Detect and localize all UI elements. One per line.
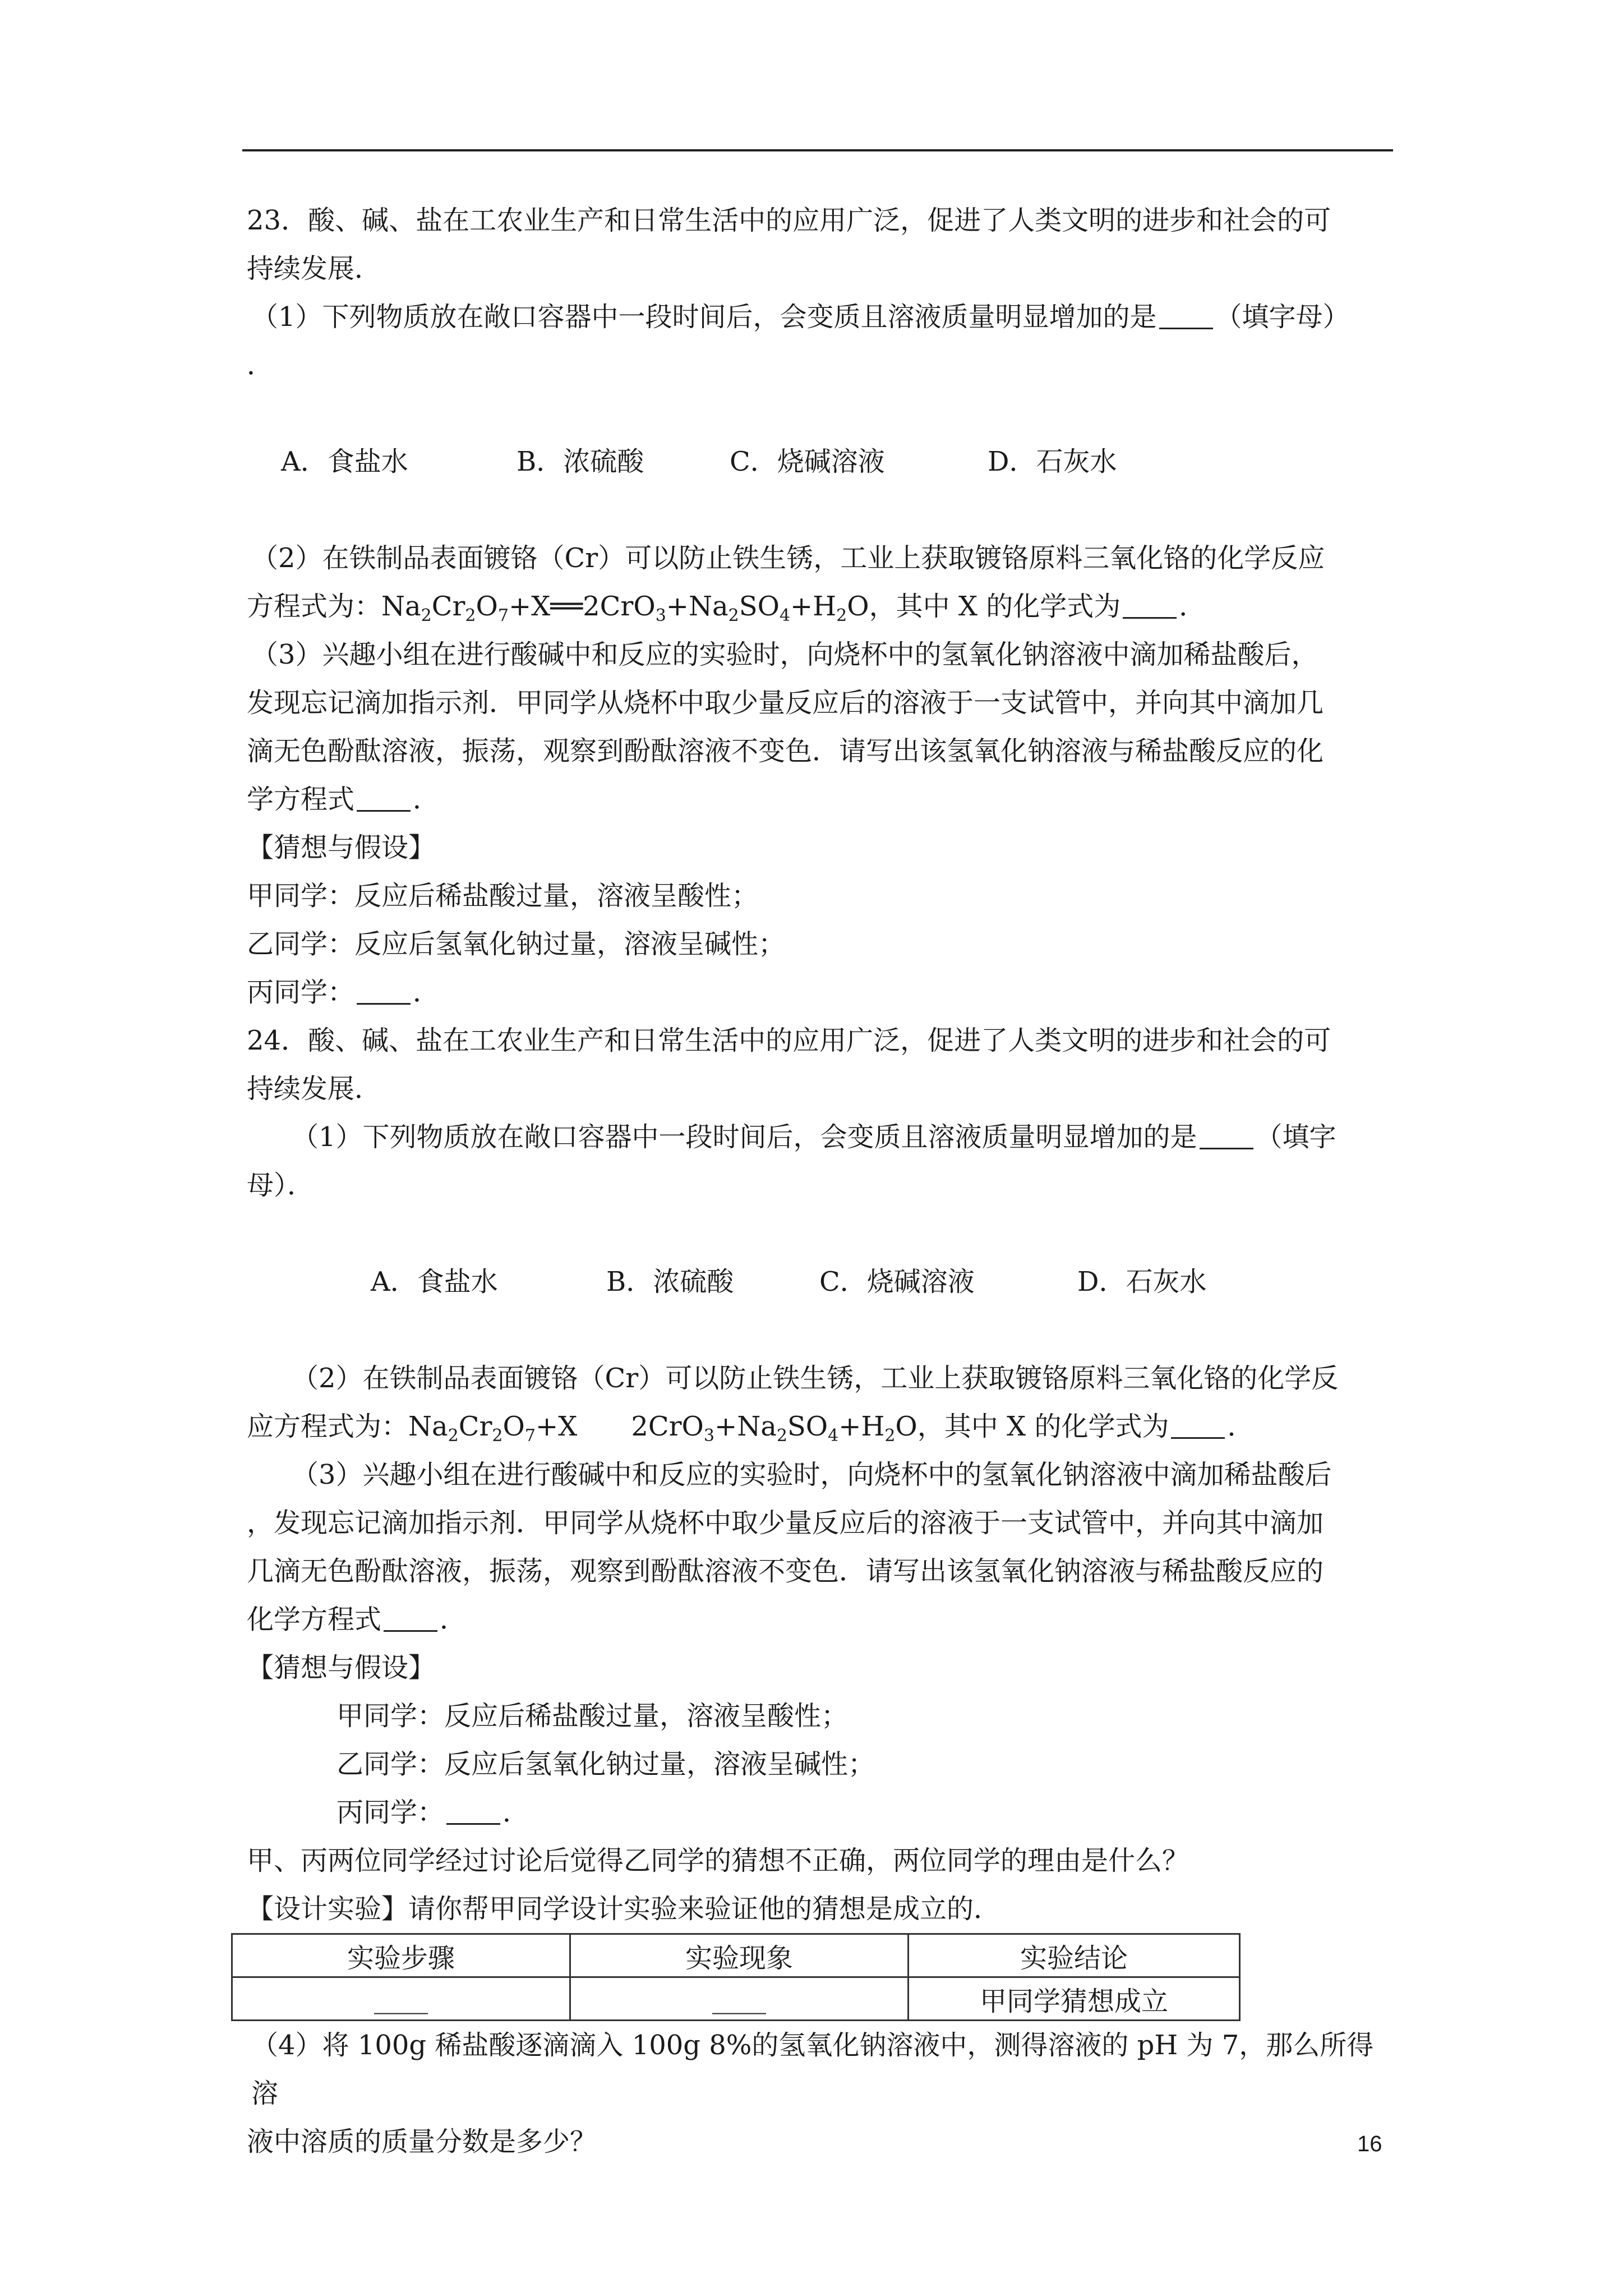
q24-part3-line1: （3）兴趣小组在进行酸碱中和反应的实验时，向烧杯中的氢氧化钠溶液中滴加稀盐酸后 xyxy=(292,1459,1332,1490)
q24-part2-line1: （2）在铁制品表面镀铬（Cr）可以防止铁生锈，工业上获取镀铬原料三氧化铬的化学反 xyxy=(292,1363,1339,1394)
answer-blank xyxy=(357,783,411,812)
answer-blank xyxy=(1200,1121,1253,1149)
q24-option-a: A．食盐水 xyxy=(371,1266,498,1297)
table-cell: 甲同学猜想成立 xyxy=(909,1977,1240,2021)
table-row xyxy=(232,1977,1240,2021)
q24-option-c: C．烧碱溶液 xyxy=(819,1266,975,1297)
table-header-cell: 实验结论 xyxy=(909,1934,1240,1977)
q24-intro-line1: 24．酸、碱、盐在工农业生产和日常生活中的应用广泛，促进了人类文明的进步和社会的可 xyxy=(247,1025,1331,1056)
q24-discussion: 甲、丙两位同学经过讨论后觉得乙同学的猜想不正确，两位同学的理由是什么？ xyxy=(247,1845,1189,1876)
q24-hypothesis-title: 【猜想与假设】 xyxy=(247,1652,436,1683)
q24-part3-line3: 几滴无色酚酞溶液，振荡，观察到酚酞溶液不变色．请写出该氢氧化钠溶液与稀盐酸反应的 xyxy=(247,1556,1324,1587)
q24-options xyxy=(247,1209,1396,1354)
q24-hypothesis-c: 丙同学： ． xyxy=(336,1797,530,1828)
q23-intro-line2: 持续发展． xyxy=(247,253,382,284)
q24-part2-line2: 应方程式为：$Na_2Cr_2O_7+X$ $2CrO_3+Na_2SO_4+H_2O$，其中 X 的化学式为 ． xyxy=(247,1411,1255,1446)
q24-design-experiment: 【设计实验】请你帮甲同学设计实验来验证他的猜想是成立的． xyxy=(247,1893,1001,1925)
q23-part3-line1: （3）兴趣小组在进行酸碱中和反应的实验时，向烧杯中的氢氧化钠溶液中滴加稀盐酸后， xyxy=(251,639,1318,670)
q24-part1-line1: （1）下列物质放在敞口容器中一段时间后，会变质且溶液质量明显增加的是 （填字 xyxy=(292,1121,1336,1153)
q23-options xyxy=(247,389,1396,534)
answer-blank xyxy=(1159,301,1213,329)
q23-part1-line2: ． xyxy=(247,349,274,381)
q24-part1-line2: 母）． xyxy=(247,1170,315,1201)
q23-option-b: B．浓硫酸 xyxy=(517,446,644,477)
q23-part2-line2: 方程式为：$Na_2Cr_2O_7+X══2CrO_3+Na_2SO_4+H_2O$，其中 X 的化学式为 ． xyxy=(247,591,1206,625)
q23-hypothesis-title: 【猜想与假设】 xyxy=(247,832,436,863)
table-cell: ____ xyxy=(232,1977,570,2021)
table-header-row xyxy=(232,1934,1240,1977)
q23-option-a: A．食盐水 xyxy=(281,446,408,477)
experiment-table xyxy=(231,1933,1241,2021)
answer-blank xyxy=(384,1603,437,1632)
q23-hypothesis-c: 丙同学： ． xyxy=(247,977,440,1008)
q24-intro-line2: 持续发展． xyxy=(247,1073,382,1105)
table-header-cell: 实验现象 xyxy=(570,1934,909,1977)
answer-blank xyxy=(1171,1410,1225,1439)
q24-part3-line2: ，发现忘记滴加指示剂．甲同学从烧杯中取少量反应后的溶液于一支试管中，并向其中滴加 xyxy=(247,1507,1324,1539)
document-body xyxy=(247,196,1396,2166)
q24-option-b: B．浓硫酸 xyxy=(606,1266,734,1297)
answer-blank xyxy=(446,1796,500,1825)
q24-part4-line2: 液中溶质的质量分数是多少？ xyxy=(247,2126,597,2157)
q23-part2-line1: （2）在铁制品表面镀铬（Cr）可以防止铁生锈，工业上获取镀铬原料三氧化铬的化学反应 xyxy=(251,542,1325,574)
q24-option-d: D．石灰水 xyxy=(1077,1266,1207,1297)
q23-part3-line3: 滴无色酚酞溶液，振荡，观察到酚酞溶液不变色．请写出该氢氧化钠溶液与稀盐酸反应的化 xyxy=(247,735,1324,767)
q24-part4-line1: （4）将 100g 稀盐酸逐滴滴入 100g 8%的氢氧化钠溶液中，测得溶液的 pH 为 7，那么所得溶 xyxy=(251,2030,1374,2109)
q23-option-d: D．石灰水 xyxy=(988,446,1117,477)
q24-part3-line4: 化学方程式 ． xyxy=(247,1604,467,1635)
answer-blank xyxy=(357,976,411,1005)
q23-part3-line4: 学方程式 ． xyxy=(247,784,440,815)
q23-hypothesis-a: 甲同学：反应后稀盐酸过量，溶液呈酸性； xyxy=(247,880,759,912)
q24-hypothesis-b: 乙同学：反应后氢氧化钠过量，溶液呈碱性； xyxy=(336,1749,875,1780)
q23-hypothesis-b: 乙同学：反应后氢氧化钠过量，溶液呈碱性； xyxy=(247,928,786,960)
q23-option-c: C．烧碱溶液 xyxy=(730,446,885,477)
table-header-cell: 实验步骤 xyxy=(232,1934,570,1977)
table-cell: ____ xyxy=(570,1977,909,2021)
q23-intro-line1: 23．酸、碱、盐在工农业生产和日常生活中的应用广泛，促进了人类文明的进步和社会的可 xyxy=(247,205,1331,236)
q23-part1-line1: （1）下列物质放在敞口容器中一段时间后，会变质且溶液质量明显增加的是 （填字母） xyxy=(251,301,1350,333)
q23-part3-line2: 发现忘记滴加指示剂．甲同学从烧杯中取少量反应后的溶液于一支试管中，并向其中滴加几 xyxy=(247,687,1324,719)
page-number: 16 xyxy=(1357,2132,1382,2156)
q24-hypothesis-a: 甲同学：反应后稀盐酸过量，溶液呈酸性； xyxy=(336,1700,849,1732)
answer-blank xyxy=(1123,590,1177,619)
header-rule xyxy=(242,149,1393,151)
